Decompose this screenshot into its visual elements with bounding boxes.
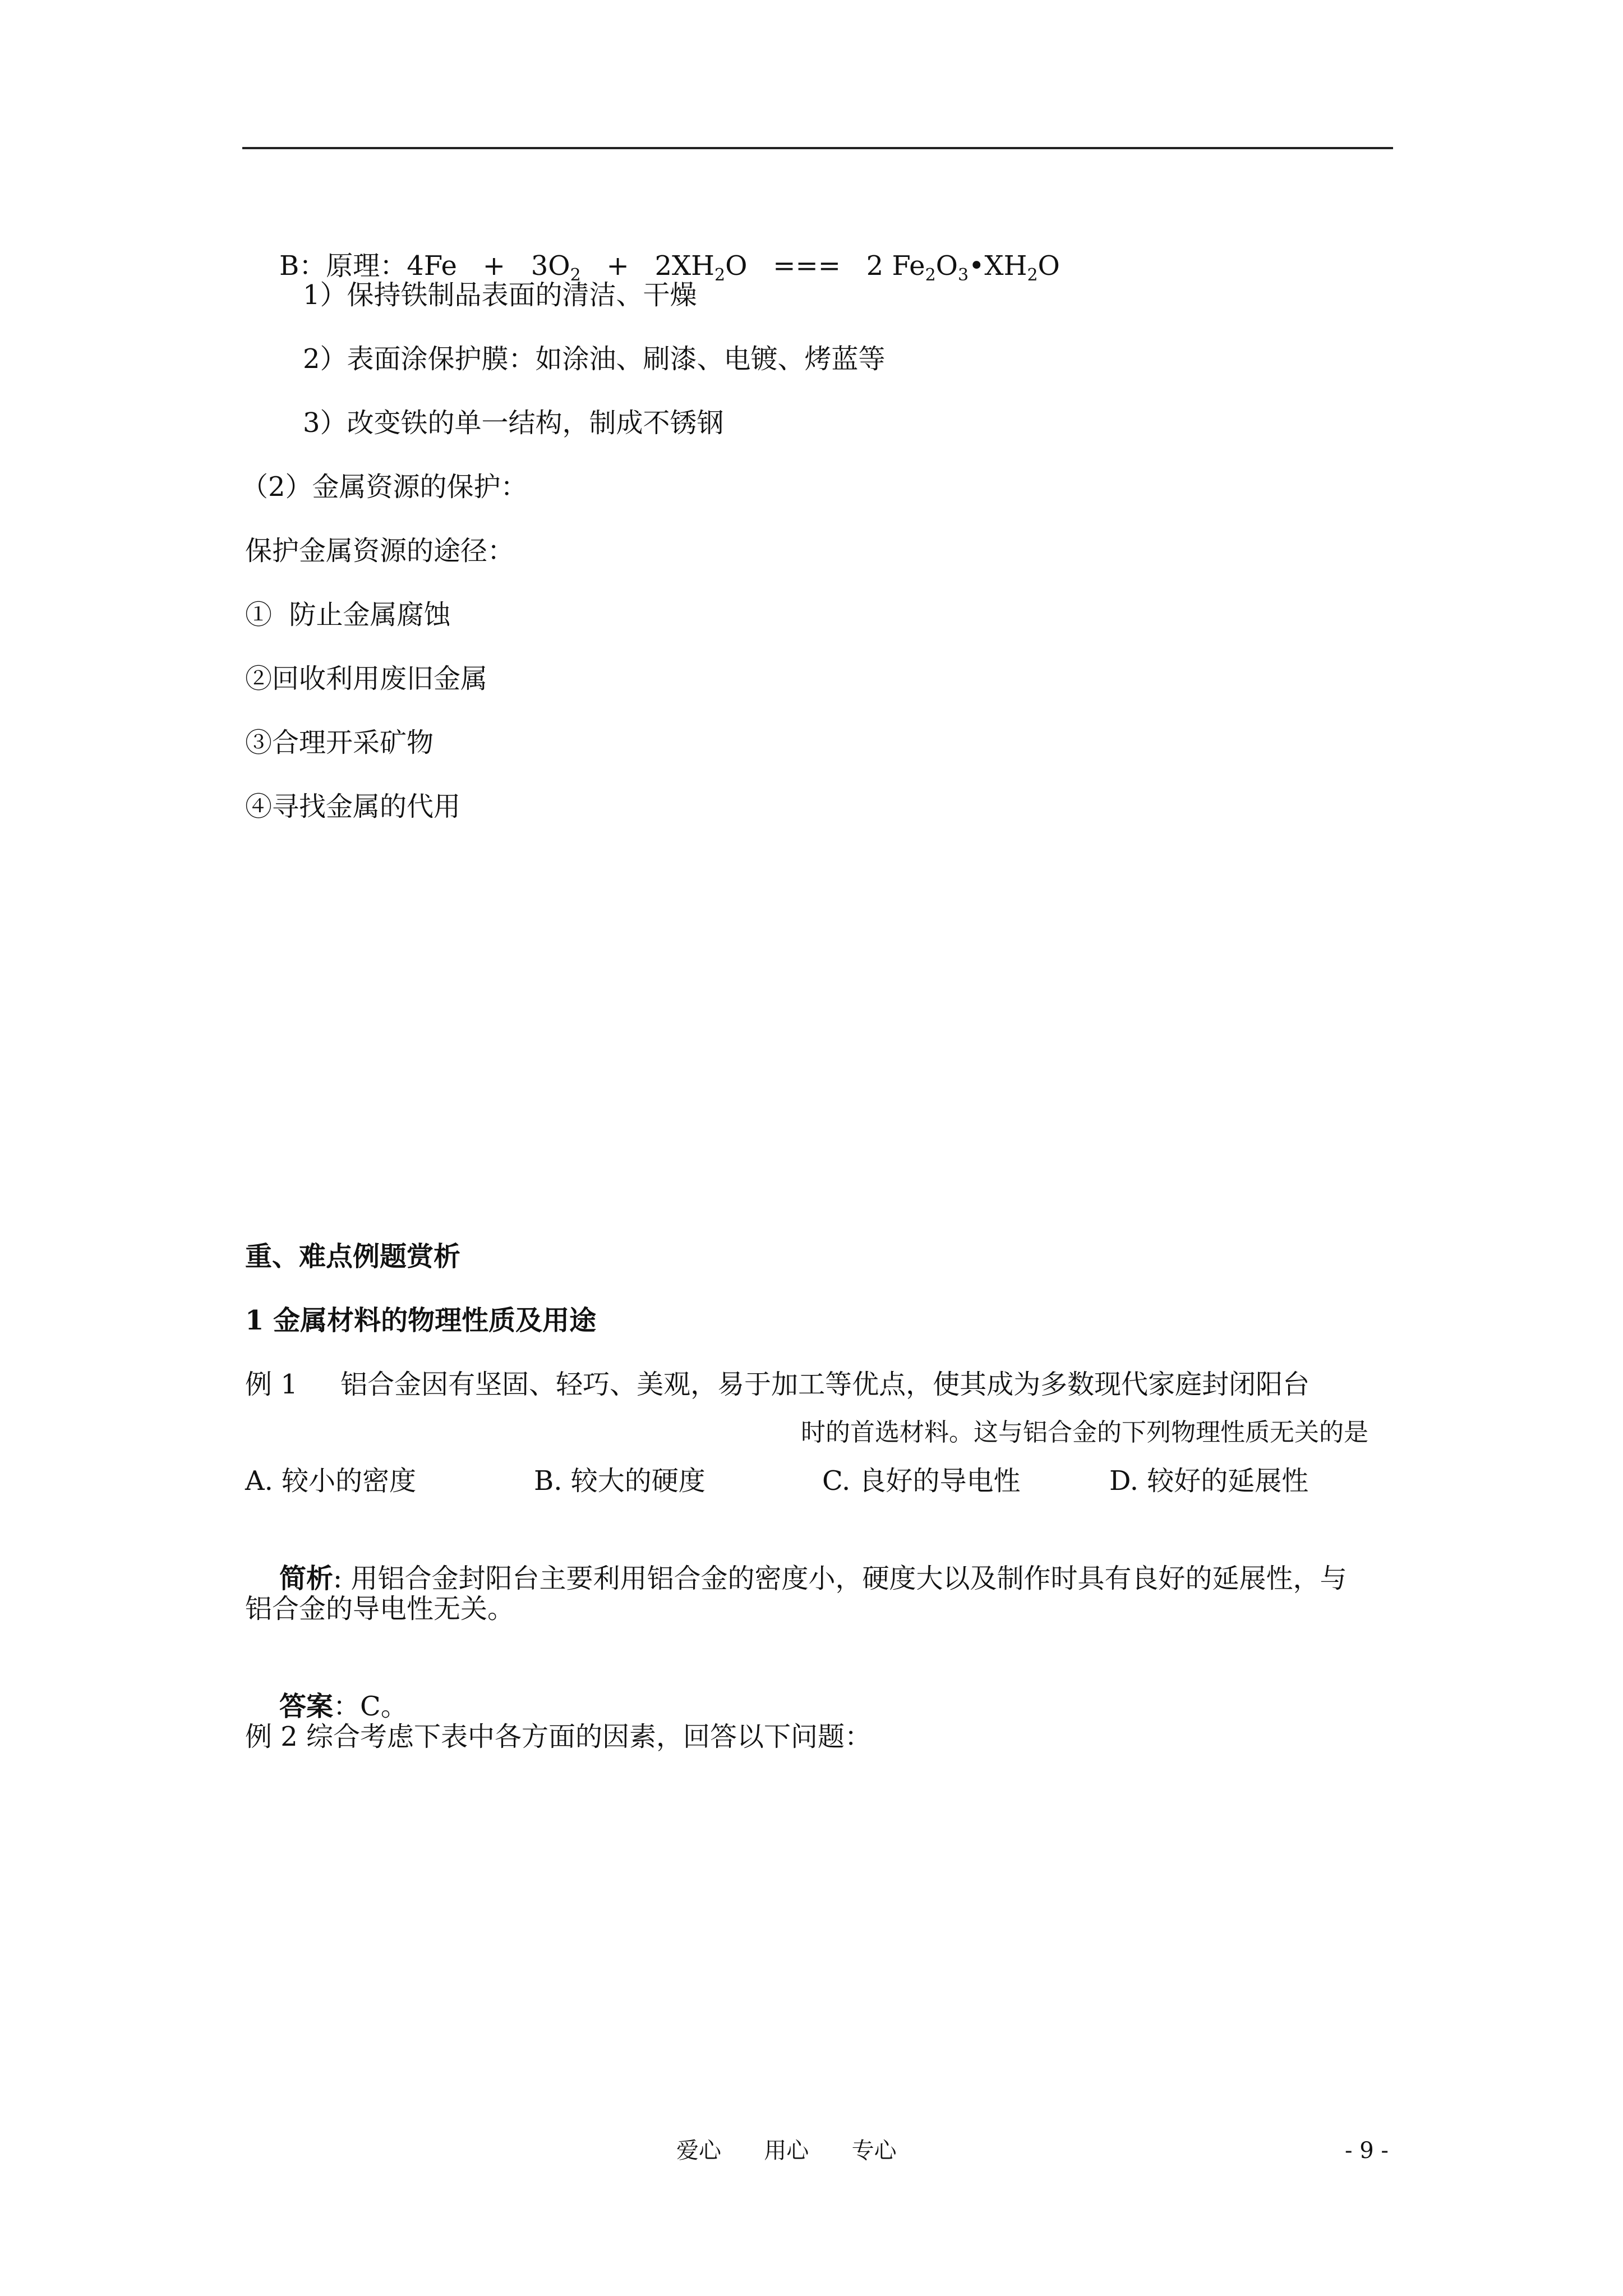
formula-sub-fe2: 2 — [925, 265, 936, 285]
protection-subheading: 保护金属资源的途径： — [245, 535, 515, 567]
formula-sub-h2o-1: 2 — [714, 265, 726, 285]
option-d: D. 较好的延展性 — [1109, 1465, 1309, 1497]
method-item: 2）表面涂保护膜：如涂油、刷漆、电镀、烤蓝等 — [303, 343, 886, 375]
header-rule — [242, 147, 1393, 149]
option-c: C. 良好的导电性 — [822, 1465, 1021, 1497]
footer-motto: 爱心 用心 专心 — [676, 2138, 897, 2164]
method-item: 3）改变铁的单一结构，制成不锈钢 — [303, 407, 724, 439]
analysis-label: 简析 — [279, 1563, 334, 1594]
protection-item: ②回收利用废旧金属 — [245, 663, 488, 694]
formula-sub-h2o-2: 2 — [1027, 265, 1038, 285]
formula-end: O — [1038, 250, 1060, 282]
protection-item: ④寻找金属的代用 — [245, 791, 461, 822]
protection-item: ③合理开采矿物 — [245, 727, 434, 758]
rust-principle-formula — [245, 215, 1060, 285]
analysis-line-2: 铝合金的导电性无关。 — [245, 1593, 515, 1625]
formula-sub-o3: 3 — [958, 265, 969, 285]
formula-dot-part: •XH — [969, 250, 1027, 282]
answer-label: 答案 — [279, 1691, 334, 1722]
protection-item: ① 防止金属腐蚀 — [245, 599, 451, 631]
example-1-question: 例 1 铝合金因有坚固、轻巧、美观，易于加工等优点，使其成为多数现代家庭封闭阳台 — [245, 1369, 1310, 1400]
page-number: - 9 - — [1345, 2138, 1389, 2164]
formula-prefix: B：原理：4Fe + 3O — [279, 250, 570, 282]
section-title: 重、难点例题赏析 — [245, 1241, 461, 1272]
answer-line — [245, 1656, 408, 1722]
formula-mid2: O === 2 Fe — [725, 250, 925, 282]
example-2-question: 例 2 综合考虑下表中各方面的因素，回答以下问题： — [245, 1721, 872, 1752]
formula-sub-o2: 2 — [570, 265, 581, 285]
option-b: B. 较大的硬度 — [534, 1465, 706, 1497]
topic-title: 1 金属材料的物理性质及用途 — [245, 1305, 597, 1336]
protection-heading: （2）金属资源的保护： — [241, 471, 528, 503]
analysis-text: : 用铝合金封阳台主要利用铝合金的密度小，硬度大以及制作时具有良好的延展性，与 — [333, 1563, 1347, 1594]
option-a: A. 较小的密度 — [245, 1465, 417, 1497]
analysis-line-1 — [245, 1528, 1347, 1594]
answer-value: ：C。 — [333, 1691, 408, 1722]
formula-mid1: + 2XH — [580, 250, 715, 282]
method-item: 1）保持铁制品表面的清洁、干燥 — [303, 279, 697, 311]
formula-o-part: O — [935, 250, 958, 282]
example-1-question-cont: 时的首选材料。这与铝合金的下列物理性质无关的是 — [801, 1418, 1368, 1447]
